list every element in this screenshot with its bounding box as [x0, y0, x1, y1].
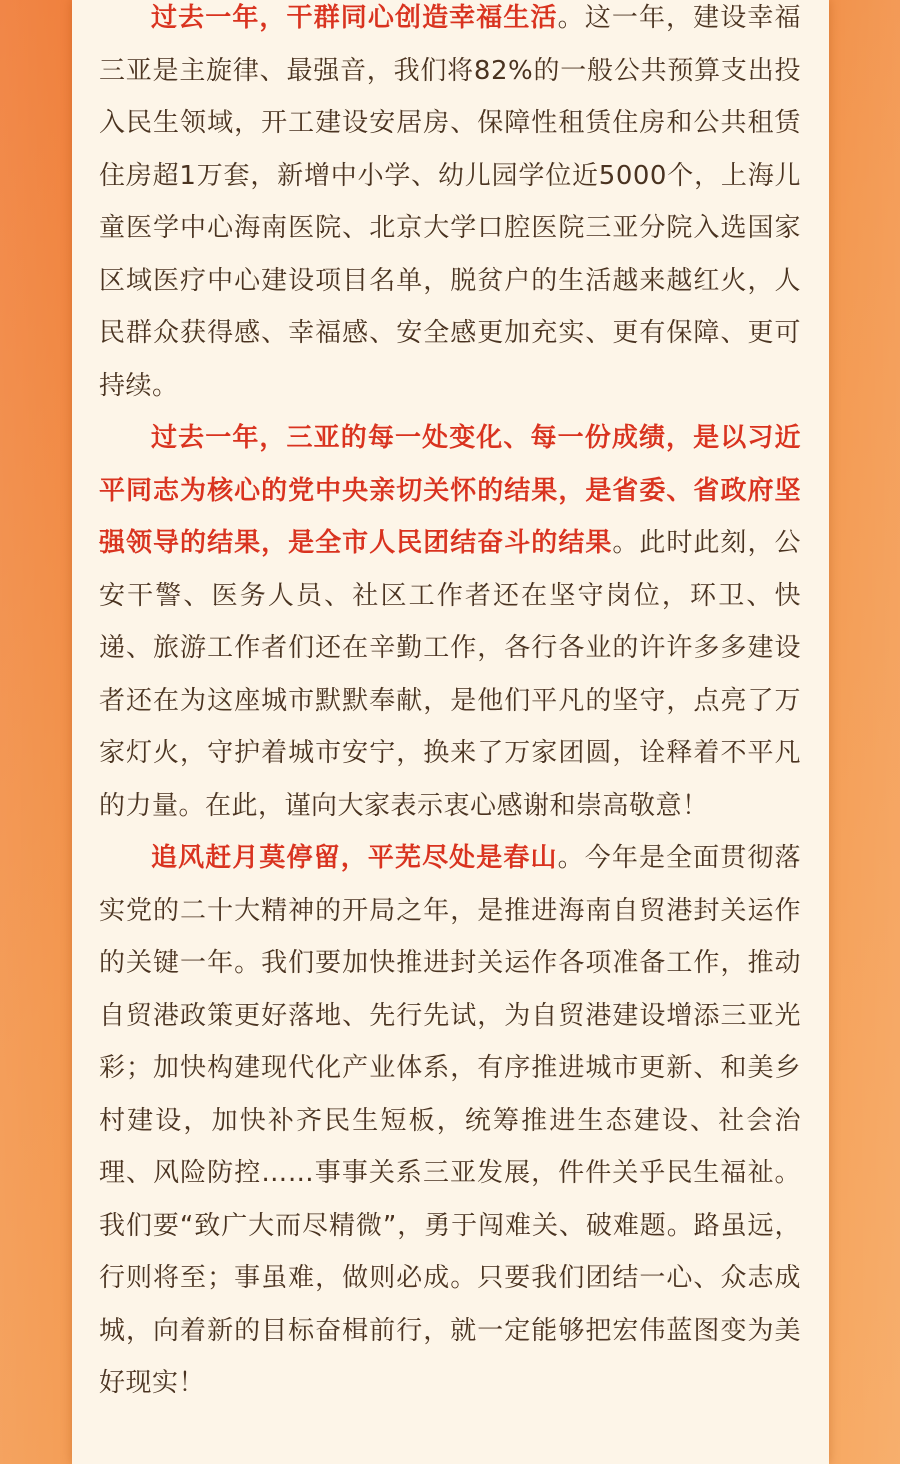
paragraph-3-lead: 追风赶月莫停留，平芜尽处是春山 — [151, 843, 558, 873]
article-body — [99, 0, 801, 1410]
paragraph-2-text: 。此时此刻，公安干警、医务人员、社区工作者还在坚守岗位，环卫、快递、旅游工作者们还在辛勤工作，各行各业的许许多多建设者还在为这座城市默默奉献，是他们平凡的坚守，点亮了万家灯火，守护着城市安宁，换来了万家团圆，诠释着不平凡的力量。在此，谨向大家表示衷心感谢和崇高敬意！ — [99, 528, 801, 821]
background-right-margin — [828, 0, 900, 1464]
paragraph-1-lead: 过去一年，干群同心创造幸福生活 — [151, 3, 558, 33]
paragraph-1-text: 。这一年，建设幸福三亚是主旋律、最强音，我们将82%的一般公共预算支出投入民生领域，开工建设安居房、保障性租赁住房和公共租赁住房超1万套，新增中小学、幼儿园学位近5000个，上海儿童医学中心海南医院、北京大学口腔医院三亚分院入选国家区域医疗中心建设项目名单，脱贫户的生活越来越红火，人民群众获得感、幸福感、安全感更加充实、更有保障、更可持续。 — [99, 3, 801, 401]
paragraph-3-text: 。今年是全面贯彻落实党的二十大精神的开局之年，是推进海南自贸港封关运作的关键一年。我们要加快推进封关运作各项准备工作，推动自贸港政策更好落地、先行先试，为自贸港建设增添三亚光彩；加快构建现代化产业体系，有序推进城市更新、和美乡村建设，加快补齐民生短板，统筹推进生态建设、社会治理、风险防控……事事关系三亚发展，件件关乎民生福祉。我们要“致广大而尽精微”，勇于闯难关、破难题。路虽远，行则将至；事虽难，做则必成。只要我们团结一心、众志成城，向着新的目标奋楫前行，就一定能够把宏伟蓝图变为美好现实！ — [99, 843, 801, 1398]
article-paragraph-1 — [99, 0, 801, 412]
article-paper-card — [72, 0, 829, 1464]
article-paragraph-2 — [99, 412, 801, 832]
paragraph-2-lead: 过去一年，三亚的每一处变化、每一份成绩，是以习近平同志为核心的党中央亲切关怀的结果，是省委、省政府坚强领导的结果，是全市人民团结奋斗的结果 — [99, 423, 801, 558]
background-left-margin — [0, 0, 72, 1464]
article-paragraph-3 — [99, 832, 801, 1410]
